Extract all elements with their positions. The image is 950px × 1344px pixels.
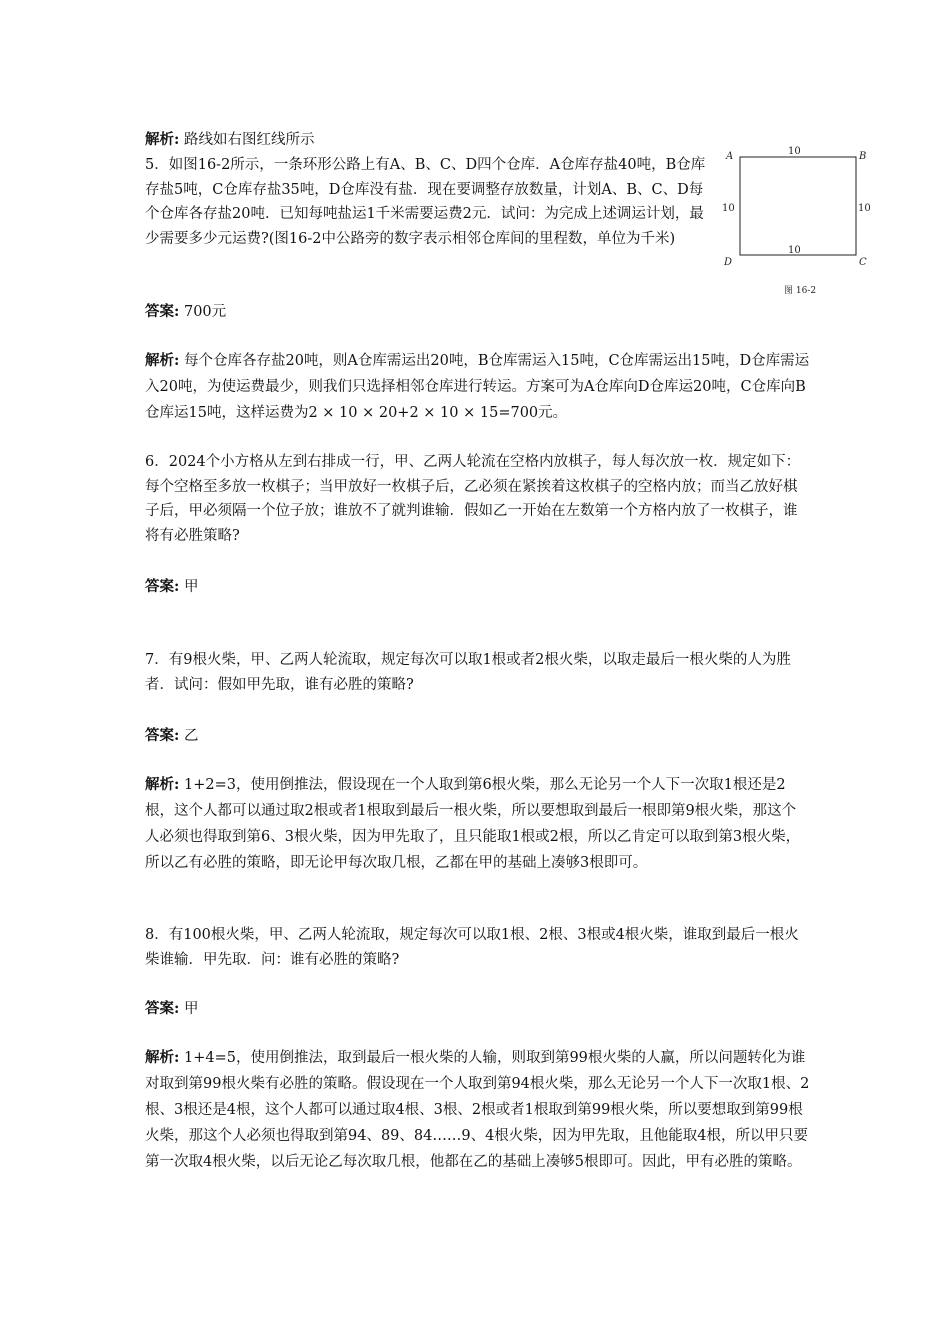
circular-road: [740, 157, 856, 255]
question-7: 7．有9根火柴，甲、乙两人轮流取，规定每次可以取1根或者2根火柴，以取走最后一根火柴的人为胜者．试问：假如甲先取，谁有必胜的策略?: [145, 652, 791, 693]
warehouse-route-figure: [718, 143, 878, 303]
solution-5-label: 解析:: [145, 352, 180, 369]
solution-8-label: 解析:: [145, 1049, 180, 1066]
answer-6-label: 答案:: [145, 578, 180, 595]
corner-d-label: D: [724, 257, 733, 268]
intro-solution-text: 路线如右图红线所示: [183, 132, 315, 148]
top-distance-label: 10: [788, 146, 801, 157]
solution-7: [145, 772, 810, 876]
question-5: 5．如图16-2所示，一条环形公路上有A、B、C、D四个仓库．A仓库存盐40吨，B仓库存盐5吨，C仓库存盐35吨，D仓库没有盐．现在要调整存放数量，计划A、B、C、D每个仓库各存盐20吨．已知每吨盐运1千米需要运费2元．试问：为完成上述调运计划，最少需要多少元运费?(图16-2中公路旁的数字表示相邻仓库间的里程数，单位为千米): [145, 157, 706, 247]
answer-8-value: 甲: [183, 1001, 199, 1017]
question-8: 8．有100根火柴，甲、乙两人轮流取，规定每次可以取1根、2根、3根或4根火柴，谁取到最后一根火柴谁输．甲先取．问：谁有必胜的策略?: [145, 927, 799, 968]
left-distance-label: 10: [722, 203, 735, 214]
corner-b-label: B: [859, 151, 867, 162]
solution-7-label: 解析:: [145, 776, 180, 793]
answer-7-value: 乙: [183, 728, 199, 744]
answer-7-label: 答案:: [145, 727, 180, 744]
answer-7: [145, 724, 810, 749]
solution-8-text: 1+4=5，使用倒推法，取到最后一根火柴的人输，则取到第99根火柴的人赢，所以问题转化为谁对取到第99根火柴有必胜的策略。假设现在一个人取到第94根火柴，那么无论另一个人下一次取1根、2根、3根还是4根，这个人都可以通过取4根、3根、2根或者1根取到第99根火柴，所以要想取到第99根火柴，那这个人必须也得取到第94、89、84……9、4根火柴，因为甲先取，且他能取4根，所以甲只要第一次取4根火柴，以后无论乙每次取几根，他都在乙的基础上凑够5根即可。因此，甲有必胜的策略。: [145, 1050, 810, 1170]
solution-7-text: 1+2=3，使用倒推法，假设现在一个人取到第6根火柴，那么无论另一个人下一次取1根还是2根，这个人都可以通过取2根或者1根取到最后一根火柴，所以要想取到最后一根即第9根火柴，那这个人必须也得取到第6、3根火柴，因为甲先取了，且只能取1根或2根，所以乙肯定可以取到第3根火柴，所以乙有必胜的策略，即无论甲每次取几根，乙都在甲的基础上凑够3根即可。: [145, 777, 801, 871]
intro-solution-label: 解析:: [145, 131, 180, 148]
answer-5: [145, 300, 810, 325]
right-distance-label: 10: [858, 203, 871, 214]
answer-5-label: 答案:: [145, 303, 180, 320]
corner-a-label: A: [726, 151, 734, 162]
figure-caption: 图 16-2: [784, 286, 817, 296]
answer-5-value: 700元: [183, 304, 227, 320]
answer-8-label: 答案:: [145, 1000, 180, 1017]
answer-8: [145, 997, 810, 1022]
solution-5-text: 每个仓库各存盐20吨，则A仓库需运出20吨，B仓库需运入15吨，C仓库需运出15吨，D仓库需运入20吨，为使运费最少，则我们只选择相邻仓库进行转运。方案可为A仓库向D仓库运20吨，C仓库向B仓库运15吨，这样运费为2 × 10 × 20+2 × 10 × 15=700元。: [145, 353, 810, 421]
answer-6: [145, 575, 810, 600]
corner-c-label: C: [859, 257, 867, 268]
answer-6-value: 甲: [183, 579, 199, 595]
solution-8: [145, 1045, 810, 1175]
intro-solution: [145, 128, 710, 153]
question-6: 6．2024个小方格从左到右排成一行，甲、乙两人轮流在空格内放棋子，每人每次放一枚．规定如下：每个空格至多放一枚棋子；当甲放好一枚棋子后，乙必须在紧挨着这枚棋子的空格内放；而当乙放好棋子后，甲必须隔一个位子放；谁放不了就判谁输．假如乙一开始在左数第一个方格内放了一枚棋子，谁将有必胜策略?: [145, 454, 801, 544]
solution-5: [145, 348, 810, 426]
bottom-distance-label: 10: [788, 245, 801, 256]
